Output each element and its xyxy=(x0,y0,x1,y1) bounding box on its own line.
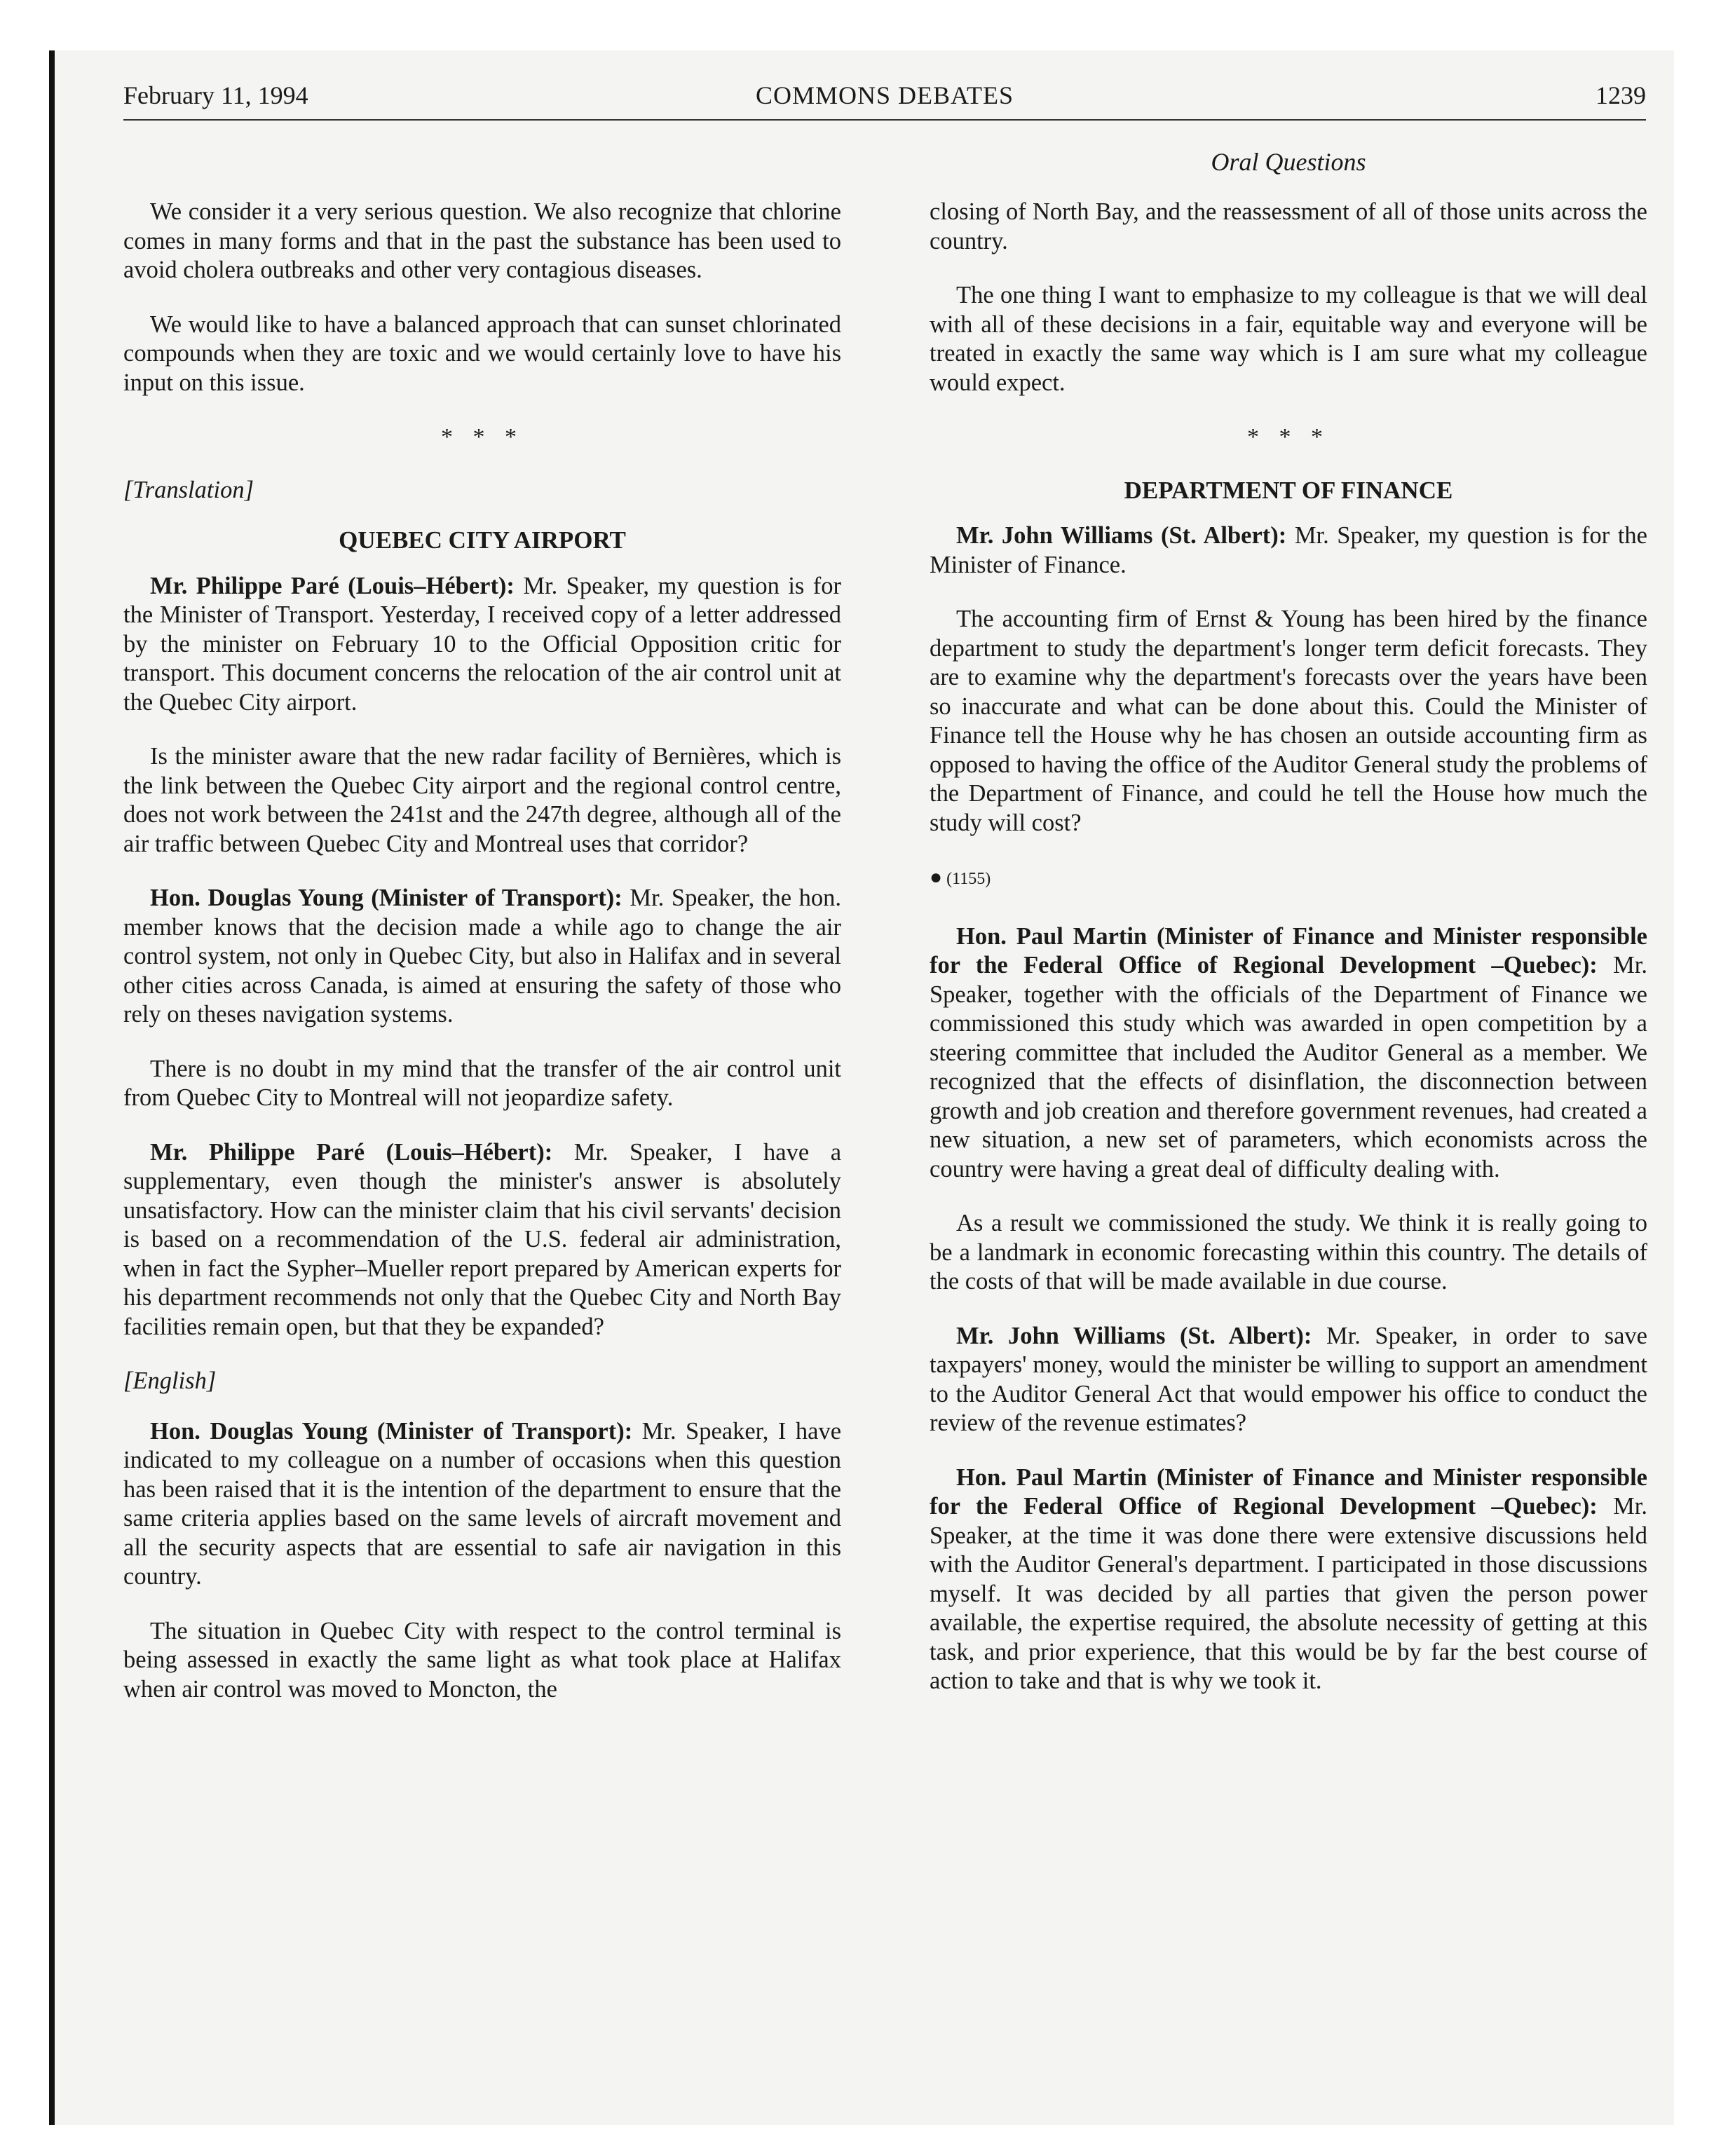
speech-text: Mr. Speaker, together with the officials of the Department of Finance we commissioned this study which was awarded in open competition by a steering committee that included the Auditor General as a member. We recognized that the effects of disinflation, the disconnection between growth and job creation and therefore government revenues, had created a new situation, a new set of parameters, which economists across the country were having a great deal of difficulty dealing with. xyxy=(930,952,1647,1182)
speech-text: Mr. Speaker, my question is for the Minister of Transport. Yesterday, I received copy of a letter addressed by the minister on February 10 to the Official Opposition critic for transport. This document concerns the relocation of the air control unit at the Quebec City airport. xyxy=(123,572,841,716)
speaker-name: Hon. Paul Martin (Minister of Finance and Minister responsible for the Federal Office of Regional Development –Quebec): xyxy=(930,1464,1647,1520)
paragraph xyxy=(123,572,841,718)
section-label: Oral Questions xyxy=(1211,148,1366,176)
paragraph: The situation in Quebec City with respect to the control terminal is being assessed in exactly the same light as what took place at Halifax when air control was moved to Moncton, the xyxy=(123,1617,841,1703)
page-header xyxy=(123,79,1646,121)
paragraph: The one thing I want to emphasize to my colleague is that we will deal with all of these decisions in a fair, equitable way and everyone will be treated in exactly the same way which is I am sure what my colleague would expect. xyxy=(930,282,1647,396)
speaker-name: Mr. Philippe Paré (Louis–Hébert): xyxy=(150,572,515,599)
section-heading: DEPARTMENT OF FINANCE xyxy=(1124,476,1453,504)
speaker-name: Hon. Douglas Young (Minister of Transport): xyxy=(150,885,622,911)
scan-edge xyxy=(0,0,50,2156)
speaker-name: Mr. John Williams (St. Albert): xyxy=(956,522,1287,549)
paragraph: We consider it a very serious question. We also recognize that chlorine comes in many forms and that in the past the substance has been used to avoid cholera outbreaks and other very contagious diseases. xyxy=(123,198,841,283)
paragraph: There is no doubt in my mind that the transfer of the air control unit from Quebec City to Montreal will not jeopardize safety. xyxy=(123,1055,841,1111)
header-title: COMMONS DEBATES xyxy=(755,81,1014,109)
speech-text: Mr. Speaker, at the time it was done there were extensive discussions held with the Auditor General's department. I participated in those discussions myself. It was decided by all parties that given the person power available, the expertise required, the absolute necessity of getting at this task, and prior experience, that this would be by far the best course of action to take and that is why we took it. xyxy=(930,1493,1647,1694)
speech-text: Mr. Speaker, the hon. member knows that the decision made a while ago to change the air control system, not only in Quebec City, but also in Halifax and in several other cities across Canada, is aimed at ensuring the safety of those who rely on theses navigation systems. xyxy=(123,885,841,1028)
speaker-name: Hon. Douglas Young (Minister of Transport): xyxy=(150,1417,633,1445)
timestamp xyxy=(930,863,1647,894)
header-date: February 11, 1994 xyxy=(123,81,308,109)
right-column xyxy=(930,198,1647,1721)
paragraph xyxy=(123,1138,841,1342)
paragraph xyxy=(930,1464,1647,1696)
section-separator: * * * xyxy=(1247,424,1330,450)
header-page-number: 1239 xyxy=(1595,81,1646,109)
speaker-name: Mr. Philippe Paré (Louis–Hébert): xyxy=(150,1138,553,1166)
speaker-name: Mr. John Williams (St. Albert): xyxy=(956,1322,1312,1349)
paragraph: Is the minister aware that the new radar facility of Bernières, which is the link between the Quebec City airport and the regional control centre, does not work between the 241st and the 247th degree, although all of the air traffic between Quebec City and Montreal uses that corridor? xyxy=(123,743,841,857)
speech-text: Mr. Speaker, I have indicated to my colleague on a number of occasions when this question has been raised that it is the intention of the department to ensure that the same criteria applies based on the same levels of aircraft movement and all the security aspects that are essential to safe air navigation in this country. xyxy=(123,1417,842,1590)
timestamp-text: (1155) xyxy=(946,870,991,888)
paragraph xyxy=(930,922,1647,1185)
paragraph xyxy=(930,1322,1647,1438)
speech-text: Mr. Speaker, in order to save taxpayers' money, would the minister be willing to support an amendment to the Auditor General Act that would empower his office to conduct the review of the revenue estimates? xyxy=(930,1322,1647,1436)
paragraph: As a result we commissioned the study. We think it is really going to be a landmark in economic forecasting within this country. The details of the costs of that will be made available in due course. xyxy=(930,1210,1647,1295)
speaker-name: Hon. Paul Martin (Minister of Finance and Minister responsible for the Federal Office of Regional Development –Quebec): xyxy=(930,922,1647,978)
paragraph xyxy=(123,884,841,1030)
speech-text: Mr. Speaker, I have a supplementary, even though the minister's answer is absolutely unsatisfactory. How can the minister claim that his civil servants' decision is based on a recommendation of the U.S. federal air administration, when in fact the Sypher–Mueller report prepared by American experts for his department recommends not only that the Quebec City and North Bay facilities remain open, but that they be expanded? xyxy=(123,1138,842,1340)
section-heading: QUEBEC CITY AIRPORT xyxy=(339,526,626,554)
section-separator: * * * xyxy=(441,424,524,450)
paragraph: We would like to have a balanced approach that can sunset chlorinated compounds when they are toxic and we would certainly love to have his input on this issue. xyxy=(123,311,841,396)
language-note: [Translation] xyxy=(123,476,254,503)
language-note: [English] xyxy=(123,1367,217,1394)
paragraph: The accounting firm of Ernst & Young has been hired by the finance department to study the department's longer term deficit forecasts. They are to examine why the department's forecasts over the years have been so inaccurate and what can be done about this. Could the Minister of Finance tell the House why he has chosen an outside accounting firm as opposed to having the office of the Auditor General study the problems of the Department of Finance, and could he tell the House how much the study will cost? xyxy=(930,606,1647,836)
paragraph xyxy=(930,521,1647,580)
speech-text: Mr. Speaker, my question is for the Minister of Finance. xyxy=(930,522,1647,578)
paragraph: closing of North Bay, and the reassessment of all of those units across the country. xyxy=(930,198,1647,254)
left-column xyxy=(123,198,841,1729)
bullet-icon: ● xyxy=(930,866,943,889)
paragraph xyxy=(123,1417,841,1592)
